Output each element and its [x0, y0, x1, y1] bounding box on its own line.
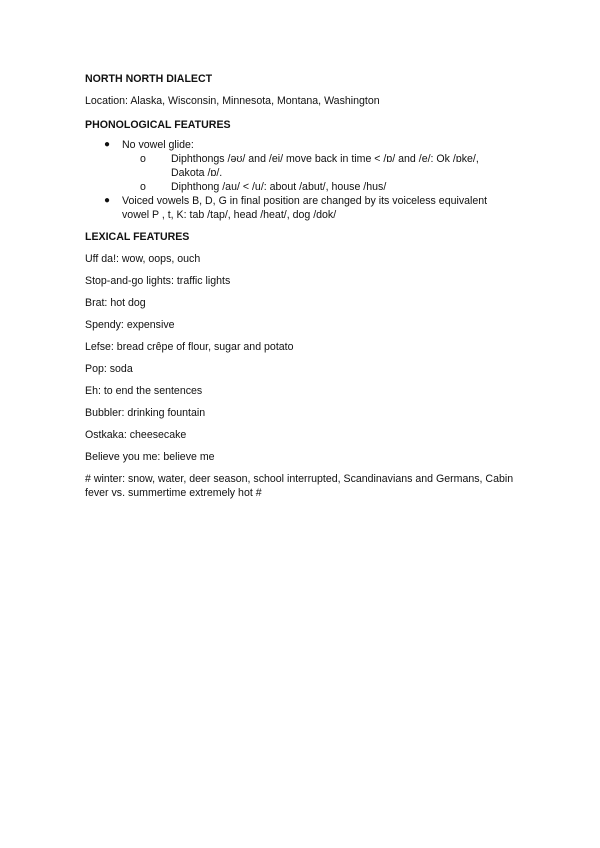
phonological-item-text: Voiced vowels B, D, G in final position are changed by its voiceless equivalent vowel P , t, K: tab /tap/, head /heat/, dog /dok/	[122, 195, 488, 221]
document-page	[85, 72, 515, 508]
phonological-subitem-text: Diphthongs /əʊ/ and /ei/ move back in time < /ɒ/ and /e/: Ok /ɒke/, Dakota /ɒ/.	[171, 153, 479, 179]
lexical-entry: Pop: soda	[85, 363, 133, 375]
lexical-list	[85, 252, 515, 500]
phonological-sublist	[122, 152, 515, 194]
phonological-subitem	[85, 152, 515, 180]
bullet-icon: ●	[104, 139, 111, 150]
document-title: NORTH NORTH DIALECT	[85, 73, 213, 85]
bullet-icon: ●	[104, 195, 111, 206]
sub-bullet-marker: o	[140, 153, 146, 165]
lexical-heading: LEXICAL FEATURES	[85, 231, 190, 243]
phonological-subitem-text: Diphthong /au/ < /u/: about /abut/, house /hus/	[171, 181, 387, 193]
lexical-entry: Believe you me: believe me	[85, 451, 215, 463]
phonological-list	[85, 138, 515, 222]
lexical-entry-winter: # winter: snow, water, deer season, school interrupted, Scandinavians and Germans, Cabin fever vs. summertime extremely hot #	[85, 473, 514, 499]
lexical-entry: Spendy: expensive	[85, 319, 175, 331]
phonological-item	[85, 138, 515, 194]
lexical-entry: Stop-and-go lights: traffic lights	[85, 275, 231, 287]
phonological-item	[85, 194, 515, 222]
location-line: Location: Alaska, Wisconsin, Minnesota, Montana, Washington	[85, 95, 380, 107]
lexical-entry: Uff da!: wow, oops, ouch	[85, 253, 201, 265]
lexical-entry: Brat: hot dog	[85, 297, 146, 309]
lexical-entry: Ostkaka: cheesecake	[85, 429, 187, 441]
phonological-heading: PHONOLOGICAL FEATURES	[85, 119, 231, 131]
lexical-entry: Lefse: bread crêpe of flour, sugar and potato	[85, 341, 294, 353]
sub-bullet-marker: o	[140, 181, 146, 193]
phonological-item-text: No vowel glide:	[122, 139, 194, 151]
lexical-entry: Eh: to end the sentences	[85, 385, 203, 397]
phonological-subitem	[85, 180, 515, 194]
lexical-entry: Bubbler: drinking fountain	[85, 407, 206, 419]
